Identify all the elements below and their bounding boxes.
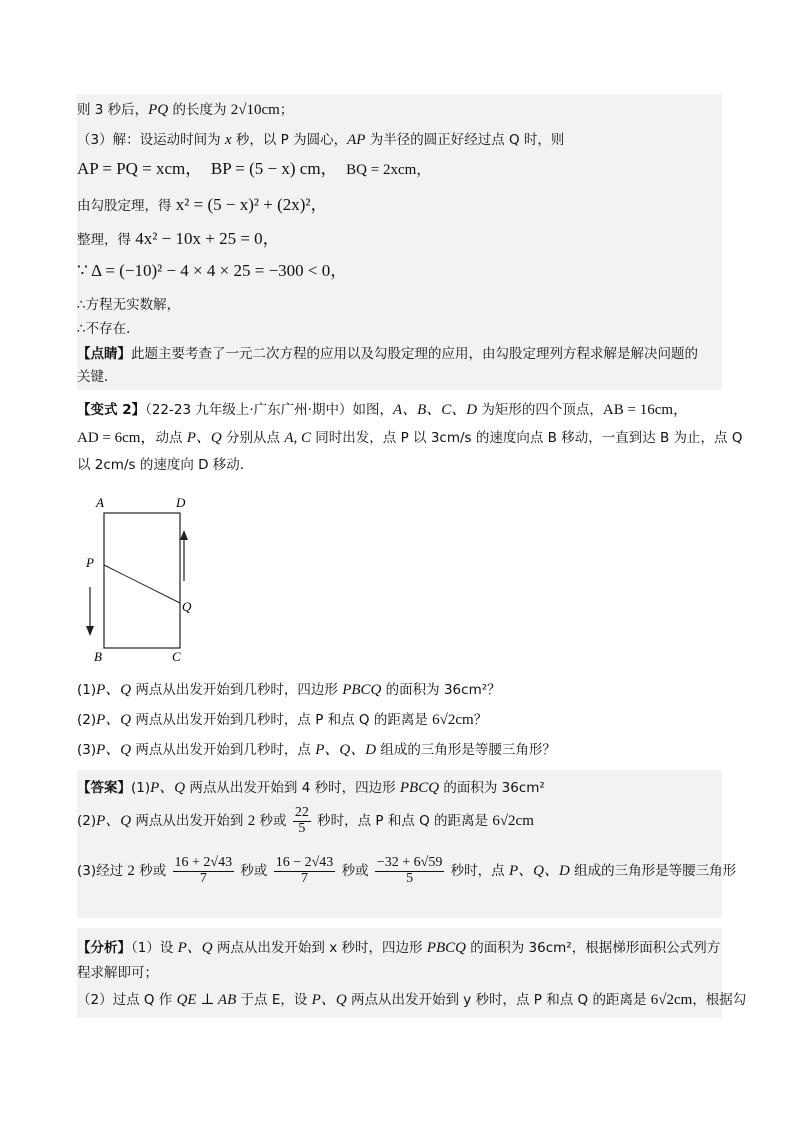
analysis-line-2: 程求解即可； [77, 965, 158, 981]
questions [77, 680, 722, 760]
fraction-22-5: $\frac{22}{5}$ [294, 805, 309, 836]
answer-1: 【答案】(1)P、Q 两点从出发开始到 4 秒时，四边形 PBCQ 的面积为 36cm² [77, 780, 545, 796]
label-a: A [96, 495, 104, 510]
rectangle-figure [80, 495, 210, 665]
arrow-up-head-icon [180, 530, 188, 540]
fraction-1: $\frac{16 + 2√43}{7}$ [174, 855, 233, 886]
analysis-line-3: （2）过点 Q 作 QE ⊥ AB 于点 E，设 P、Q 两点从出发开始到 y 秒时，点 P 和点 Q 的距离是 6√2cm，根据勾 [77, 992, 747, 1008]
solution-line-8: ∴不存在． [77, 321, 140, 337]
label-p: P [86, 555, 94, 570]
variant-problem [77, 400, 743, 480]
variant-line-2: AD = 6cm，动点 P、Q 分别从点 A, C 同时出发，点 P 以 3cm/s 的速度向点 B 移动，一直到达 B 为止，点 Q [77, 430, 743, 446]
variant-line-1: 【变式 2】（22-23 九年级上·广东广州·期中）如图，A、B、C、D 为矩形的四个顶点，AB = 16cm， [77, 402, 689, 418]
answer-3: (3)经过 2 秒或 $\frac{16 + 2√43}{7}$ 秒或 $\frac{16 - 2√43}{7}$ 秒或 $\frac{-32 + 6√59}{5}$ 秒时，点 P、Q、D 组成的三角形是等腰三角形 [77, 855, 737, 886]
variant-line-3: 以 2cm/s 的速度向 D 移动． [77, 457, 254, 473]
solution-line-2: （3）解：设运动时间为 x 秒，以 P 为圆心，AP 为半径的圆正好经过点 Q 时，则 [77, 132, 565, 148]
fraction-3: $\frac{-32 + 6√59}{5}$ [376, 855, 443, 886]
analysis-line-1: 【分析】（1）设 P、Q 两点从出发开始到 x 秒时，四边形 PBCQ 的面积为 36cm²，根据梯形面积公式列方 [77, 940, 721, 956]
solution-line-4: 由勾股定理，得 x² = (5 − x)² + (2x)²， [77, 195, 328, 214]
remark-line-1: 【点睛】此题主要考查了一元二次方程的应用以及勾股定理的应用，由勾股定理列方程求解是解决问题的 [77, 346, 698, 362]
fraction-2: $\frac{16 - 2√43}{7}$ [275, 855, 334, 886]
segment-pq [104, 565, 180, 603]
solution-line-7: ∴方程无实数解， [77, 297, 181, 313]
rectangle-abcd [104, 513, 180, 648]
solution-line-5: 整理，得 4x² − 10x + 25 = 0， [77, 229, 280, 248]
label-d: D [176, 495, 186, 510]
analysis-section [77, 928, 747, 1018]
solution-line-1: 则 3 秒后，PQ 的长度为 2√10cm； [77, 102, 294, 118]
question-3: (3)P、Q 两点从出发开始到几秒时，点 P、Q、D 组成的三角形是等腰三角形？ [77, 742, 556, 758]
answer-section [77, 770, 737, 918]
label-q: Q [182, 599, 192, 614]
label-c: C [172, 649, 181, 664]
solution-line-3: AP = PQ = xcm， BP = (5 − x) cm， BQ = 2xcm， [77, 159, 432, 178]
label-b: B [94, 649, 102, 664]
question-2: (2)P、Q 两点从出发开始到几秒时，点 P 和点 Q 的距离是 6√2cm？ [77, 712, 488, 728]
arrow-down-head-icon [86, 626, 94, 636]
answer-2: (2)P、Q 两点从出发开始到 2 秒或 $\frac{22}{5}$ 秒时，点 P 和点 Q 的距离是 6√2cm [77, 805, 534, 836]
solution-continuation [77, 94, 722, 390]
solution-line-6: ∵ Δ = (−10)² − 4 × 4 × 25 = −300 < 0， [77, 261, 348, 280]
question-1: (1)P、Q 两点从出发开始到几秒时，四边形 PBCQ 的面积为 36cm²？ [77, 682, 501, 698]
remark-line-2: 关键． [77, 369, 118, 385]
